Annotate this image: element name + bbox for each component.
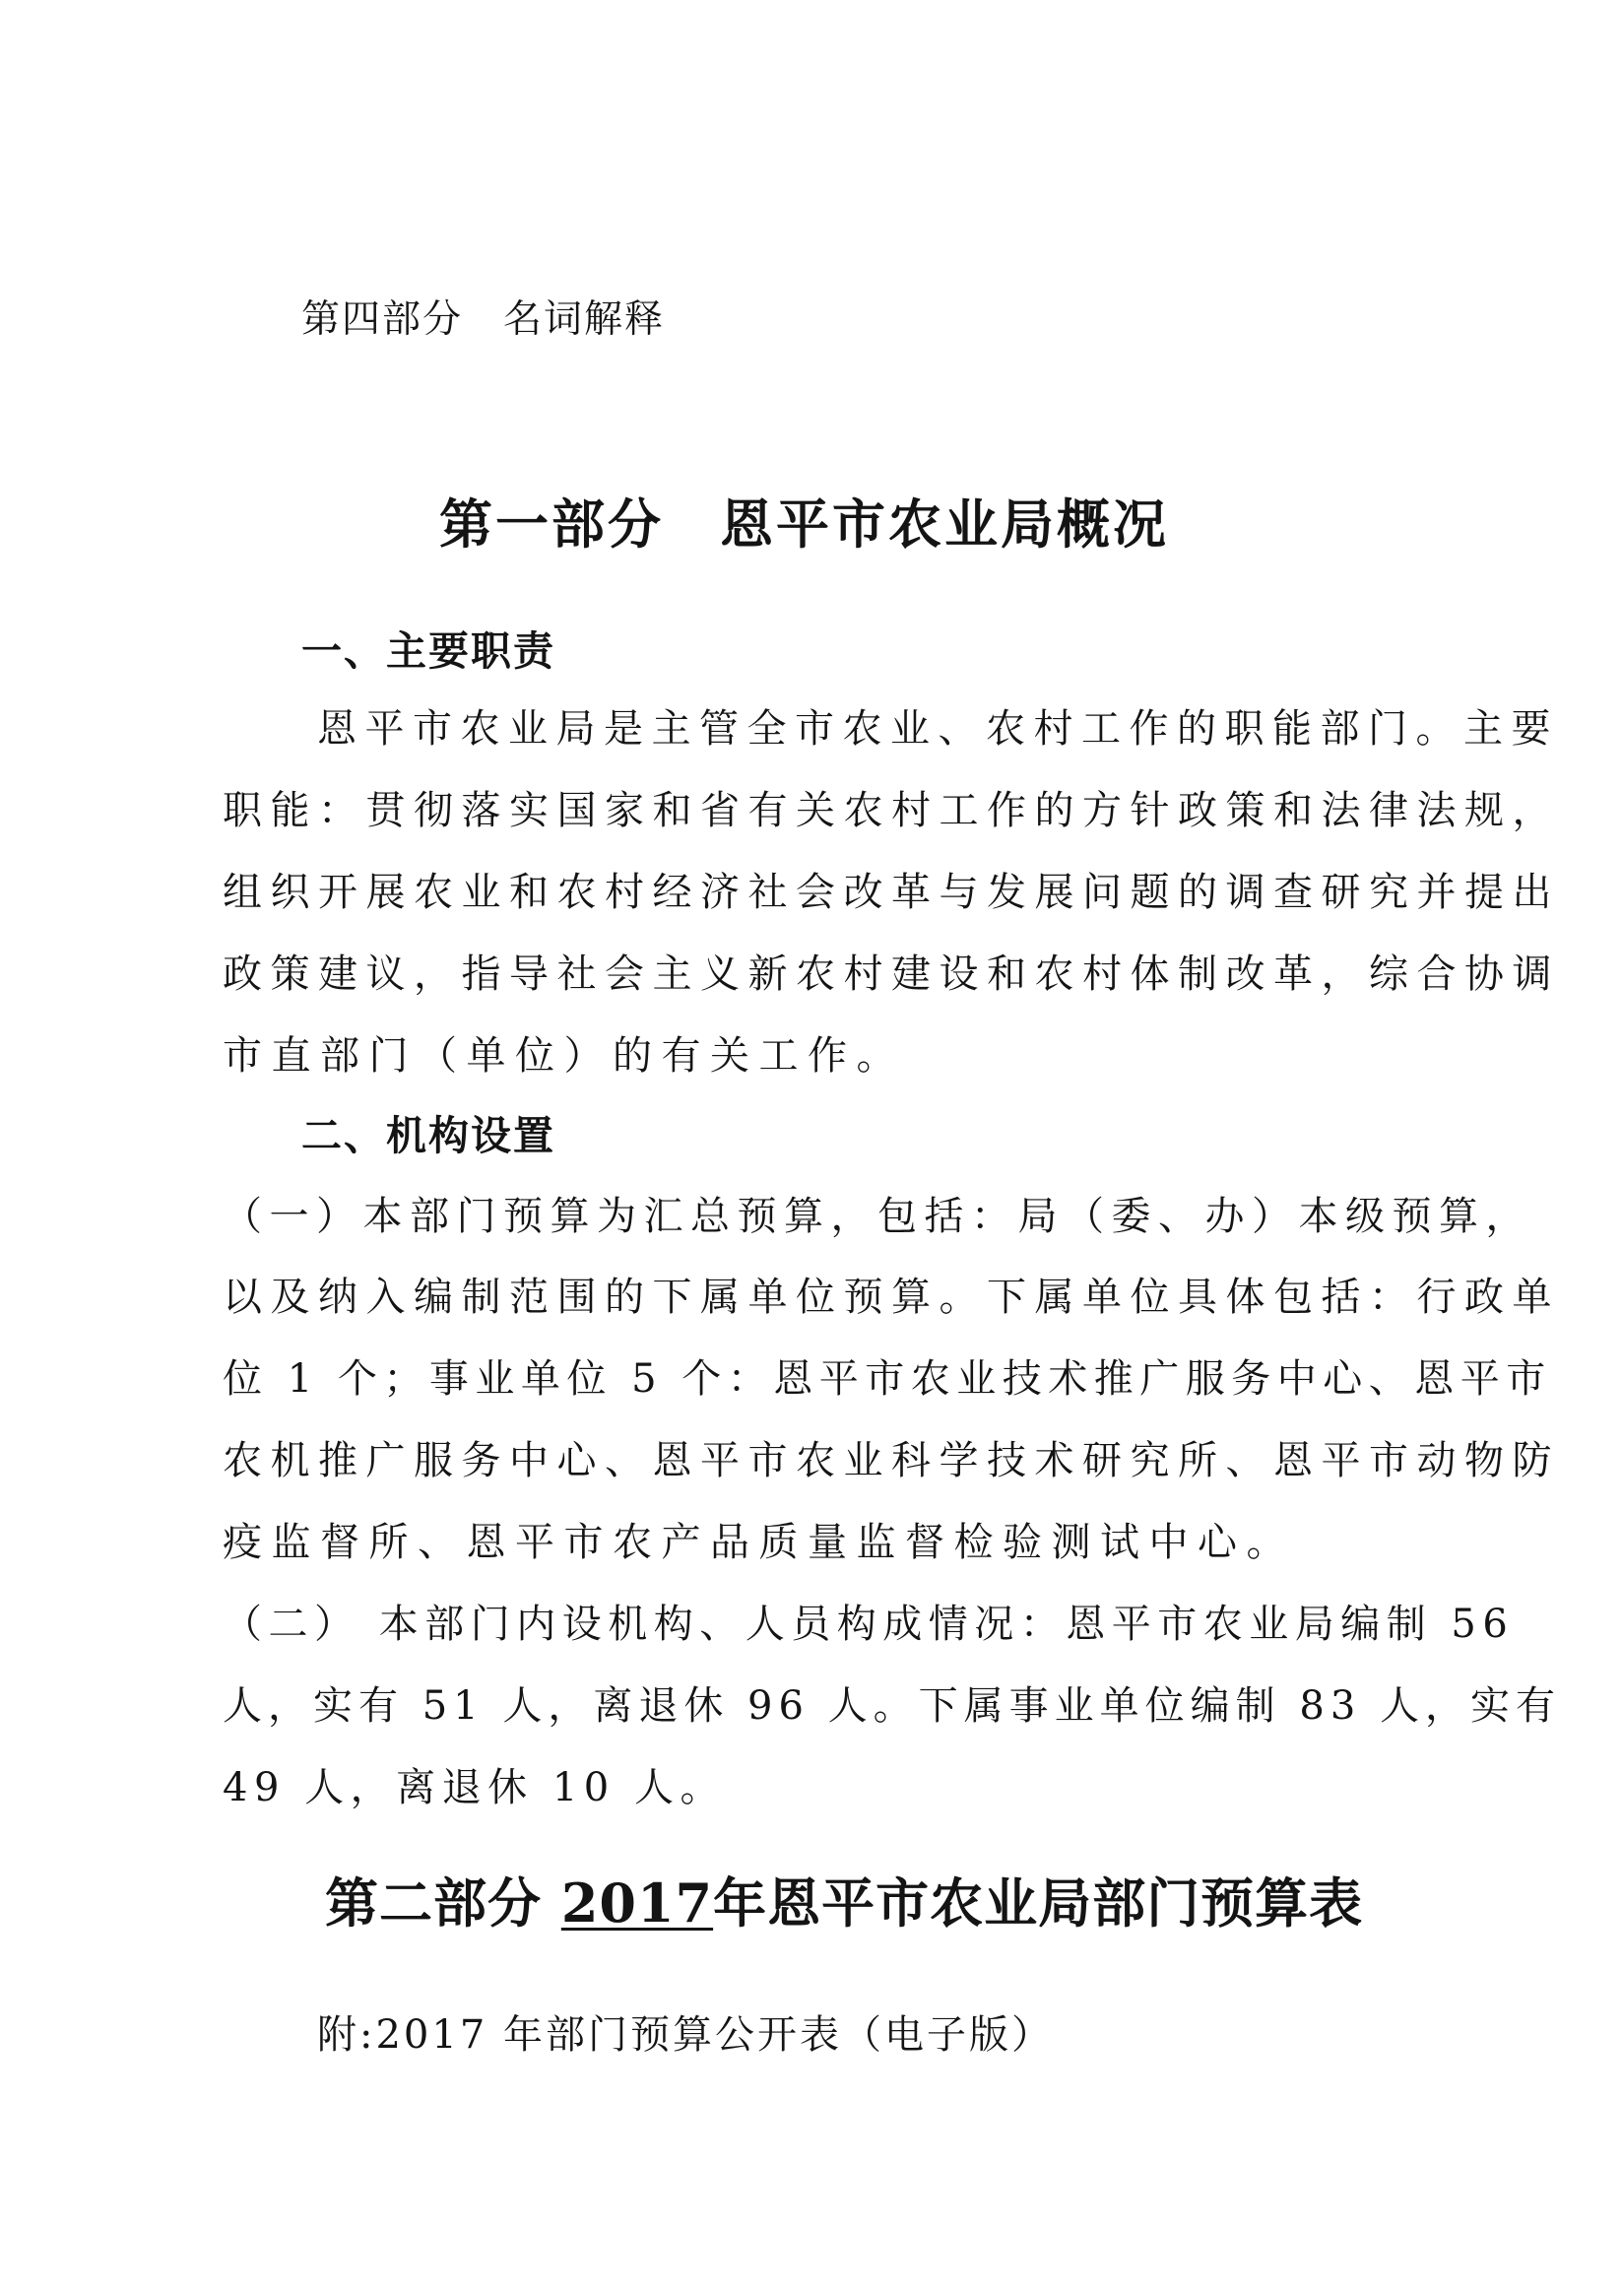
section1-line: 市直部门（单位）的有关工作。: [223, 1033, 905, 1079]
section2-line: （一）本部门预算为汇总预算，包括：局（委、办）本级预算，: [223, 1194, 1532, 1239]
section1-line: 恩平市农业局是主管全市农业、农村工作的职能部门。主要: [317, 706, 1559, 752]
section2-line: （二） 本部门内设机构、人员构成情况：恩平市农业局编制 56: [223, 1602, 1515, 1647]
part1-title: 第一部分 恩平市农业局概况: [439, 492, 1169, 556]
part2-title-year: 2017: [560, 1871, 714, 1935]
part2-title: [325, 1862, 1363, 1937]
section2-line: 疫监督所、恩平市农产品质量监督检验测试中心。: [223, 1520, 1295, 1565]
section2-line: 农机推广服务中心、恩平市农业科学技术研究所、恩平市动物防: [223, 1438, 1560, 1483]
section1-line: 政策建议，指导社会主义新农村建设和农村体制改革，综合协调: [223, 951, 1560, 997]
section1-line: 职能：贯彻落实国家和省有关农村工作的方针政策和法律法规，: [223, 788, 1560, 833]
toc-item-part4: 第四部分 名词解释: [301, 297, 666, 342]
section2-line: 以及纳入编制范围的下属单位预算。下属单位具体包括：行政单: [223, 1275, 1560, 1320]
section2-line: 人，实有 51 人，离退休 96 人。下属事业单位编制 83 人，实有: [223, 1683, 1561, 1729]
section2-line: 49 人，离退休 10 人。: [223, 1765, 726, 1810]
part2-title-prefix: 第二部分: [325, 1871, 561, 1935]
attachment-note: 附:2017 年部门预算公开表（电子版）: [317, 2012, 1054, 2058]
section1-heading: 一、主要职责: [301, 627, 555, 675]
section2-heading: 二、机构设置: [301, 1112, 555, 1159]
section2-line: 位 1 个；事业单位 5 个：恩平市农业技术推广服务中心、恩平市: [223, 1356, 1552, 1402]
part2-title-suffix: 年恩平市农业局部门预算表: [713, 1871, 1364, 1935]
section1-line: 组织开展农业和农村经济社会改革与发展问题的调查研究并提出: [223, 870, 1560, 915]
